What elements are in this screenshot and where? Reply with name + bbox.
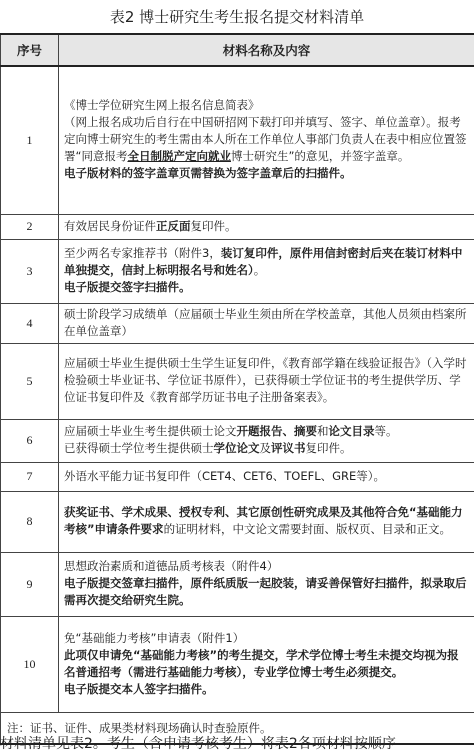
header-index: 序号 xyxy=(1,34,59,66)
row6-text: 已获得硕士学位考生提供硕士 xyxy=(64,441,214,455)
row-index: 9 xyxy=(1,552,59,616)
row-content xyxy=(59,552,474,616)
row1-emphasis: 全日制脱产定向就业 xyxy=(127,149,231,164)
header-content: 材料名称及内容 xyxy=(59,34,474,66)
row-index: 2 xyxy=(1,214,59,239)
row6-text: 等。 xyxy=(374,424,398,438)
row-index: 3 xyxy=(1,239,59,303)
table-title: 表2 博士研究生考生报名提交材料清单 xyxy=(109,8,365,26)
table-row xyxy=(1,239,474,303)
table-note: 注：证书、证件、成果类材料现场确认时查验原件。 xyxy=(1,712,474,744)
row-content xyxy=(59,616,474,712)
row1-paragraph xyxy=(64,114,470,165)
table-row xyxy=(1,419,474,462)
row3-text-end: 。 xyxy=(253,263,266,277)
row2-text-end: 复印件。 xyxy=(190,218,237,233)
row6-emphasis: 论文目录 xyxy=(328,424,375,438)
table-header-row xyxy=(1,34,474,66)
row1-line1: 《博士学位研究生网上报名信息简表》 xyxy=(64,98,260,113)
row-index: 1 xyxy=(1,66,59,214)
row6-text: 及 xyxy=(259,441,271,455)
row10-line1: 免“基础能力考核”申请表（附件1） xyxy=(64,630,245,645)
row-content xyxy=(59,66,474,214)
row2-emphasis: 正反面 xyxy=(156,218,191,233)
row-index: 5 xyxy=(1,343,59,419)
row6-text: 应届硕士毕业生考生提供硕士论文 xyxy=(64,424,237,438)
row-content: 应届硕士毕业生提供硕士生学生证复印件，《教育部学籍在线验证报告》（入学时检验硕士毕业证书、学位证书原件），已获得硕士学位证书的考生提供学历、学位证书复印件及《教育部学历证书电子注册备案表》。 xyxy=(59,343,474,419)
row6-emphasis: 学位论文 xyxy=(213,441,260,455)
row3-paragraph xyxy=(64,245,470,279)
row-content xyxy=(59,419,474,462)
row3-text: 至少两名专家推荐书（附件3， xyxy=(64,246,221,260)
table-row xyxy=(1,303,474,343)
row3-electronic-note: 电子版提交签字扫描件。 xyxy=(64,280,191,294)
row10-electronic-note: 电子版提交本人签字扫描件。 xyxy=(64,681,214,696)
row2-text: 有效居民身份证件 xyxy=(64,218,156,233)
row6-text: 和 xyxy=(317,424,329,438)
row8-emphasis: 获奖证书、学术成果、授权专利、其它原创性研究成果及其他符合免“基础能力考核”申请条件要求 xyxy=(64,505,463,536)
row-index: 4 xyxy=(1,303,59,343)
row-index: 10 xyxy=(1,616,59,712)
materials-table xyxy=(0,33,474,745)
table-row xyxy=(1,66,474,214)
row-content: 外语水平能力证书复印件（CET4、CET6、TOEFL、GRE等）。 xyxy=(59,462,474,491)
table-row xyxy=(1,552,474,616)
row6-line2 xyxy=(64,440,470,457)
row8-text: 的证明材料，中文论文需要封面、版权页、目录和正文。 xyxy=(163,522,452,536)
row9-emphasis: 电子版提交签章扫描件，原件纸质版一起胶装，请妥善保管好扫描件，拟录取后需再次提交给研究生院。 xyxy=(64,576,467,607)
table-row xyxy=(1,616,474,712)
table-row xyxy=(1,462,474,491)
row6-line1 xyxy=(64,423,470,440)
row1-text: （网上报名成功后自行在中国研招网下载打印并填写、签字、单位盖章）。报考定向博士研究生的考生需由本人所在工作单位人事部门负责人在表中相应位置签署“同意报考 xyxy=(64,115,467,164)
table-row xyxy=(1,214,474,239)
row10-emphasis: 此项仅申请免“基础能力考核”的考生提交，学术学位博士考生未提交均视为报名普通招考（需进行基础能力考核），专业学位博士考生必须提交。 xyxy=(64,647,459,679)
row6-text: 复印件。 xyxy=(305,441,352,455)
row9-line1: 思想政治素质和道德品质考核表（附件4） xyxy=(64,559,279,573)
table-row xyxy=(1,491,474,552)
row6-emphasis: 开题报告、摘要 xyxy=(236,424,317,438)
row-content xyxy=(59,239,474,303)
row1-electronic-note: 电子版材料的签字盖章页需替换为签字盖章后的扫描件。 xyxy=(64,166,352,181)
row6-emphasis: 评议书 xyxy=(271,441,306,455)
row-content xyxy=(59,491,474,552)
row-content xyxy=(59,214,474,239)
table-row xyxy=(1,343,474,419)
row3-emphasis: 装订复印件，原件用信封密封后夹在装订材料中单独提交，信封上标明报名号和姓名） xyxy=(64,246,463,277)
row-index: 6 xyxy=(1,419,59,462)
footer-text: 材料清单见表2。考生（含申请考核考生）将表2各项材料按顺序 xyxy=(0,736,396,752)
row1-text-end: 博士研究生”的意见，并签字盖章。 xyxy=(230,149,410,164)
row-index: 8 xyxy=(1,491,59,552)
row-content: 硕士阶段学习成绩单（应届硕士毕业生须由所在学校盖章，其他人员须由档案所在单位盖章） xyxy=(59,303,474,343)
row-index: 7 xyxy=(1,462,59,491)
